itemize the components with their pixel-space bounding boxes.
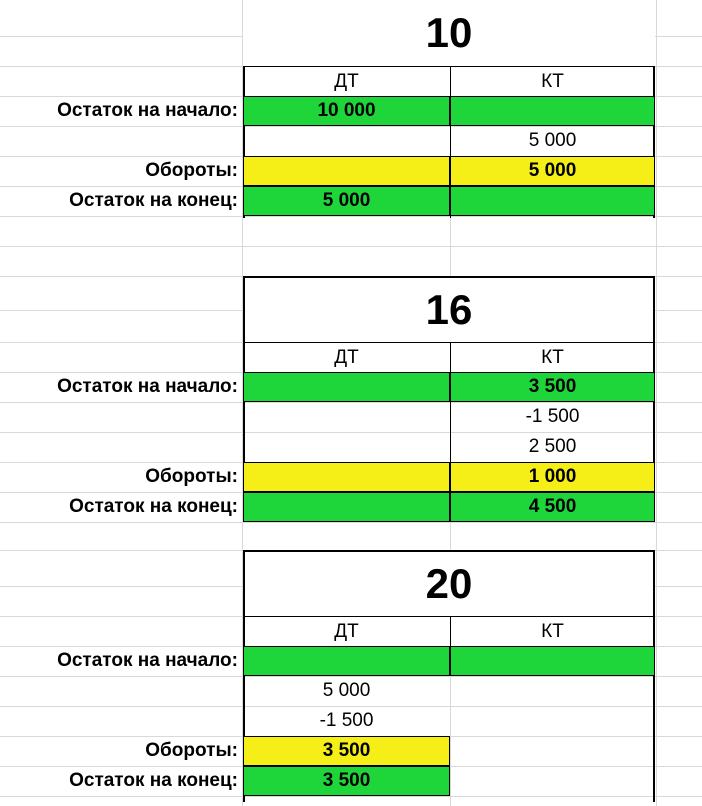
label-opening: Остаток на начало: <box>57 100 238 121</box>
cell-entry-dt[interactable]: 5 000 <box>322 680 371 701</box>
cell-opening-kt[interactable] <box>450 96 655 126</box>
account-title: 16 <box>425 286 473 333</box>
cell-opening-dt[interactable] <box>243 372 450 402</box>
column-header-kt: КТ <box>541 70 564 92</box>
cell-entry-kt[interactable]: -1 500 <box>525 406 580 427</box>
cell-turnover-dt[interactable] <box>243 462 450 492</box>
cell-entry-dt[interactable] <box>243 126 450 156</box>
label-turnover: Обороты: <box>145 160 238 181</box>
cell-entry-kt[interactable] <box>450 676 655 706</box>
label-closing: Остаток на конец: <box>69 190 238 211</box>
account-title: 10 <box>425 9 473 56</box>
account-title: 20 <box>425 560 473 607</box>
cell-entry-dt[interactable] <box>243 432 450 462</box>
cell-closing-kt[interactable]: 4 500 <box>450 492 655 522</box>
column-header-kt: КТ <box>541 620 564 642</box>
cell-entry-dt[interactable] <box>243 402 450 432</box>
cell-opening-kt[interactable] <box>450 646 655 676</box>
cell-turnover-dt[interactable] <box>243 156 450 186</box>
cell-closing-kt[interactable] <box>450 186 655 216</box>
cell-turnover-kt[interactable] <box>450 736 655 766</box>
label-closing: Остаток на конец: <box>69 770 238 791</box>
label-turnover: Обороты: <box>145 740 238 761</box>
label-opening: Остаток на начало: <box>57 376 238 397</box>
cell-entry-kt[interactable]: 5 000 <box>528 130 577 151</box>
column-header-dt: ДТ <box>334 70 359 92</box>
cell-opening-kt[interactable]: 3 500 <box>450 372 655 402</box>
cell-closing-dt[interactable]: 5 000 <box>243 186 450 216</box>
cell-closing-dt[interactable]: 3 500 <box>243 766 450 796</box>
cell-entry-kt[interactable]: 2 500 <box>528 436 577 457</box>
label-closing: Остаток на конец: <box>69 496 238 517</box>
column-header-kt: КТ <box>541 346 564 368</box>
cell-closing-kt[interactable] <box>450 766 655 796</box>
cell-opening-dt[interactable] <box>243 646 450 676</box>
cell-turnover-kt[interactable]: 1 000 <box>450 462 655 492</box>
column-header-dt: ДТ <box>334 620 359 642</box>
cell-opening-dt[interactable]: 10 000 <box>243 96 450 126</box>
label-opening: Остаток на начало: <box>57 650 238 671</box>
cell-entry-dt[interactable]: -1 500 <box>319 710 374 731</box>
cell-turnover-kt[interactable]: 5 000 <box>450 156 655 186</box>
label-turnover: Обороты: <box>145 466 238 487</box>
cell-entry-kt[interactable] <box>450 706 655 736</box>
column-header-dt: ДТ <box>334 346 359 368</box>
cell-turnover-dt[interactable]: 3 500 <box>243 736 450 766</box>
cell-closing-dt[interactable] <box>243 492 450 522</box>
